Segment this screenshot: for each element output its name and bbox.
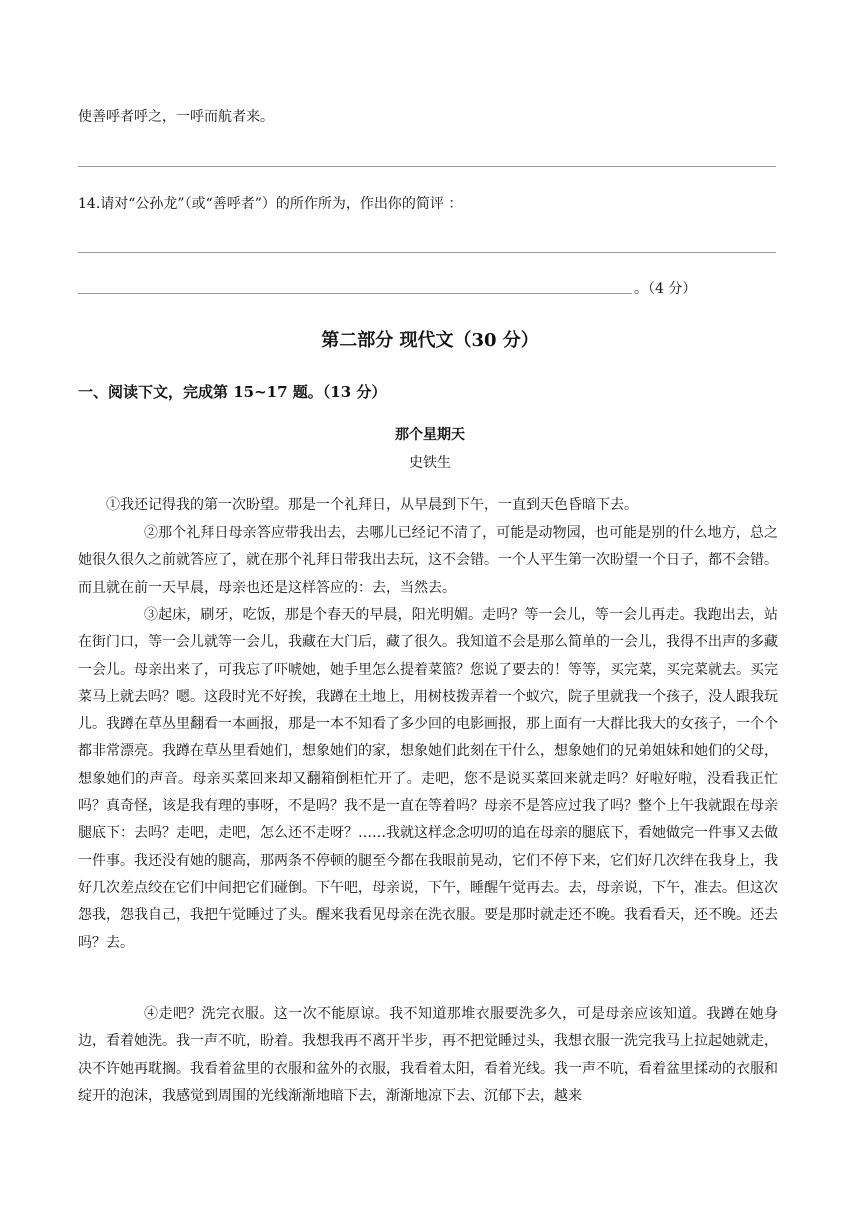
paragraph-2-text: ②那个礼拜日母亲答应带我出去，去哪儿已经记不清了，可能是动物园，也可能是别的什么地方，总之她很久很久之前就答应了，就在那个礼拜日带我出去玩，这不会错。一个人平生第一次盼望一个日子，都不会错。而且就在前一天早晨，母亲也还是这样答应的：去，当然去。 — [78, 525, 778, 596]
article-paragraph-2 — [78, 520, 778, 602]
answer-line-2[interactable] — [78, 252, 776, 253]
passage-last-line: 使善呼者呼之，一呼而航者来。 — [78, 109, 274, 125]
paragraph-4-text: ④走吧？洗完衣服。这一次不能原谅。我不知道那堆衣服要洗多久，可是母亲应该知道。我蹲在她身边，看着她洗。我一声不吭，盼着。我想我再不离开半步，再不把觉睡过头，我想衣服一洗完我马上拉起她就走，决不许她再耽搁。我看着盆里的衣服和盆外的衣服，我看着太阳，看着光线。我一声不吭，看着盆里揉动的衣服和绽开的泡沫，我感觉到周围的光线渐渐地暗下去，渐渐地凉下去、沉郁下去，越来 — [78, 1006, 778, 1104]
article-author: 史铁生 — [409, 455, 451, 471]
article-paragraph-4 — [78, 1001, 778, 1110]
section-one-title: 一、阅读下文，完成第 15~17 题。（13 分） — [78, 383, 387, 401]
answer-line-1[interactable] — [78, 166, 776, 167]
paragraph-3-text: ③起床，刷牙，吃饭，那是个春天的早晨，阳光明媚。走吗？等一会儿，等一会儿再走。我跑出去，站在街门口，等一会儿就等一会儿，我藏在大门后，藏了很久。我知道不会是那么简单的一会儿，我得不出声的多藏一会儿。母亲出来了，可我忘了吓唬她，她手里怎么提着菜篮？您说了要去的！等等，买完菜，买完菜就去。买完菜马上就去吗？嗯。这段时光不好挨，我蹲在土地上，用树枝拨弄着一个蚁穴，院子里就我一个孩子，没人跟我玩儿。我蹲在草丛里翻看一本画报，那是一本不知看了多少回的电影画报，那上面有一大群比我大的女孩子，一个个都非常漂亮。我蹲在草丛里看她们，想象她们的家，想象她们此刻在干什么，想象她们的兄弟姐妹和她们的父母，想象她们的声音。母亲买菜回来却又翻箱倒柜忙开了。走吧，您不是说买菜回来就走吗？好啦好啦，没看我正忙吗？真奇怪，该是我有理的事呀，不是吗？我不是一直在等着吗？母亲不是答应过我了吗？整个上午我就跟在母亲腿底下：去吗？走吧，走吧，怎么还不走呀？……我就这样念念叨叨的追在母亲的腿底下，看她做完一件事又去做一件事。我还没有她的腿高，那两条不停顿的腿至今都在我眼前晃动，它们不停下来，它们好几次绊在我身上，我好几次差点绞在它们中间把它们碰倒。下午吧，母亲说，下午，睡醒午觉再去。去，母亲说，下午，准去。但这次怨我，怨我自己，我把午觉睡过了头。醒来我看见母亲在洗衣服。要是那时就走还不晚。我看看天，还不晚。还去吗？去。 — [78, 607, 778, 951]
part-two-title: 第二部分 现代文（30 分） — [321, 330, 539, 351]
answer-line-3[interactable] — [78, 293, 632, 294]
article-paragraph-3 — [78, 602, 778, 957]
article-title: 那个星期天 — [395, 427, 465, 443]
question-14-points: 。（4 分） — [634, 281, 697, 297]
paragraph-1-text: ①我还记得我的第一次盼望。那是一个礼拜日，从早晨到下午，一直到天色昏暗下去。 — [106, 497, 638, 513]
article-paragraph-1 — [78, 492, 778, 519]
question-14: 14.请对“公孙龙”（或“善呼者”）的所作所为，作出你的简评 ： — [78, 196, 463, 212]
